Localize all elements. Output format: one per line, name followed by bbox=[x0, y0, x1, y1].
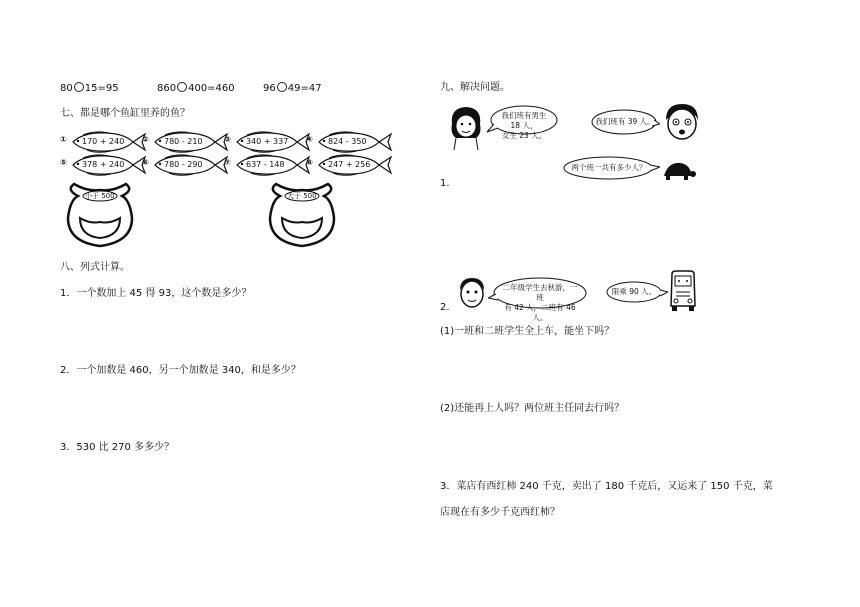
fish-number: ② bbox=[142, 135, 149, 144]
blank-circle[interactable] bbox=[177, 82, 187, 92]
bubble-text-1 bbox=[500, 111, 548, 141]
compare-left: 96 bbox=[263, 83, 276, 94]
bubble-line: 二年级学生去秋游，一班 bbox=[502, 283, 578, 302]
blank-circle[interactable] bbox=[277, 82, 287, 92]
fish-expression: 780 - 210 bbox=[164, 137, 203, 146]
fish-number: ⑤ bbox=[60, 158, 67, 167]
girl-icon bbox=[448, 104, 484, 150]
turtle-icon bbox=[660, 160, 696, 182]
fish-expression: 378 + 240 bbox=[82, 160, 125, 169]
bubble-line: 我们班有男生 18 人， bbox=[501, 111, 547, 130]
fish-number: ③ bbox=[224, 135, 231, 144]
problem-2-question-2: (2)还能再上人吗？两位班主任同去行吗？ bbox=[440, 403, 625, 414]
fish-number: ⑥ bbox=[142, 158, 149, 167]
compare-item-2 bbox=[157, 82, 235, 95]
bowl-label-more: 大于 500 bbox=[287, 192, 317, 200]
fish-number: ⑧ bbox=[306, 158, 313, 167]
fish-expression: 170 + 240 bbox=[82, 137, 125, 146]
compare-item-1 bbox=[60, 82, 119, 95]
section-9-title: 九、解决问题。 bbox=[440, 82, 510, 93]
blank-circle[interactable] bbox=[74, 82, 84, 92]
fish-expression: 247 + 256 bbox=[328, 160, 371, 169]
bubble-text-4 bbox=[500, 283, 580, 323]
bubble-line: 有 42 人，二班有 46 人。 bbox=[504, 303, 576, 322]
bubble-line: 女生 23 人。 bbox=[501, 131, 547, 140]
problem-3-line-1: 3．菜店有西红柿 240 千克，卖出了 180 千克后，又运来了 150 千克，菜 bbox=[440, 481, 773, 492]
fish-expression: 637 - 148 bbox=[246, 160, 285, 169]
bubble-text-3: 两个班一共有多少人？ bbox=[571, 163, 647, 172]
compare-left: 80 bbox=[60, 83, 73, 94]
bowl-label-less: 小于 500 bbox=[85, 192, 115, 200]
problem-3-line-2: 店现在有多少千克西红柿？ bbox=[440, 507, 560, 518]
bubble-text-2: 我们班有 39 人。 bbox=[595, 117, 655, 126]
compare-right: 400=460 bbox=[188, 83, 235, 94]
compare-right: 15=95 bbox=[84, 83, 119, 94]
question-1: 1．一个数加上 45 得 93，这个数是多少？ bbox=[60, 288, 252, 299]
fish-expression: 824 - 350 bbox=[328, 137, 367, 146]
bubble-text-5: 限乘 90 人。 bbox=[611, 287, 657, 296]
bus-icon bbox=[668, 270, 698, 312]
problem-2-question-1: (1)一班和二班学生全上车，能坐下吗？ bbox=[440, 326, 615, 337]
fish-expression: 340 + 337 bbox=[246, 137, 289, 146]
problem-2-number: 2. bbox=[440, 302, 450, 313]
question-3: 3．530 比 270 多多少？ bbox=[60, 442, 175, 453]
question-2: 2．一个加数是 460，另一个加数是 340，和是多少？ bbox=[60, 365, 301, 376]
fish-expression: 780 - 290 bbox=[164, 160, 203, 169]
section-8-title: 八、列式计算。 bbox=[60, 262, 130, 273]
compare-right: 49=47 bbox=[287, 83, 322, 94]
boy-icon bbox=[662, 102, 702, 142]
compare-left: 860 bbox=[157, 83, 177, 94]
fish-number: ⑦ bbox=[224, 158, 231, 167]
fish-number: ① bbox=[60, 135, 67, 144]
boy-face-icon bbox=[457, 276, 487, 310]
compare-item-3 bbox=[263, 82, 322, 95]
problem-1-number: 1. bbox=[440, 178, 450, 189]
fish-number: ④ bbox=[306, 135, 313, 144]
section-7-title: 七、都是哪个鱼缸里养的鱼？ bbox=[60, 108, 190, 119]
